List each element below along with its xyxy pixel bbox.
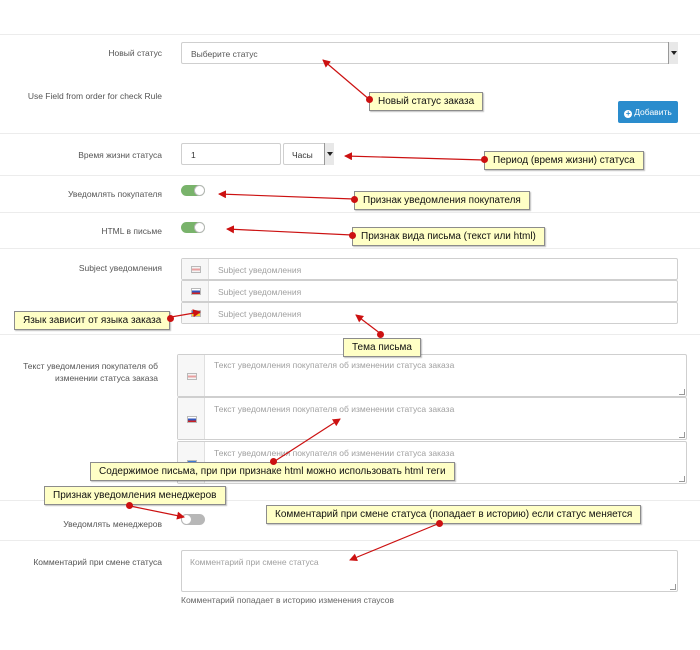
notify-text-placeholder: Текст уведомления покупателя об изменении статуса заказа <box>214 448 455 458</box>
new-status-label: Новый статус <box>108 48 162 58</box>
arrow-notify-customer <box>219 194 354 199</box>
note-dot <box>167 315 174 322</box>
subject-placeholder: Subject уведомления <box>218 265 302 275</box>
comment-help: Комментарий попадает в историю изменения стаусов <box>181 595 395 605</box>
subject-placeholder: Subject уведомления <box>218 309 302 319</box>
note-new-status: Новый статус заказа <box>369 92 483 111</box>
notify-customer-label: Уведомлять покупателя <box>67 189 162 199</box>
arrow-content <box>275 419 340 461</box>
subject-placeholder: Subject уведомления <box>218 287 302 297</box>
arrow-comment <box>350 523 440 560</box>
notify-text-placeholder: Текст уведомления покупателя об изменении статуса заказа <box>214 404 455 414</box>
note-dot <box>351 196 358 203</box>
note-dot <box>377 331 384 338</box>
notify-text-label-line2: изменении статуса заказа <box>54 373 158 383</box>
note-notify-managers: Признак уведомления менеджеров <box>44 486 226 505</box>
arrow-lifetime <box>345 156 484 160</box>
note-dot <box>436 520 443 527</box>
note-dot <box>366 96 373 103</box>
use-field-label: Use Field from order for check Rule <box>27 91 162 101</box>
note-dot <box>270 458 277 465</box>
arrow-notify-managers <box>130 506 184 517</box>
lifetime-unit-value: Часы <box>292 150 313 160</box>
subject-label: Subject уведомления <box>78 263 162 273</box>
add-button-label: Добавить <box>634 107 672 117</box>
comment-label: Комментарий при смене статуса <box>33 557 162 567</box>
lifetime-label: Время жизни статуса <box>78 150 162 160</box>
lifetime-value: 1 <box>191 150 196 160</box>
note-email-type: Признак вида письма (текст или html) <box>352 227 545 246</box>
arrow-new-status <box>323 60 370 100</box>
note-lifetime: Период (время жизни) статуса <box>484 151 644 170</box>
note-language: Язык зависит от языка заказа <box>14 311 170 330</box>
note-dot <box>481 156 488 163</box>
note-notify-customer: Признак уведомления покупателя <box>354 191 530 210</box>
note-content: Содержимое письма, при при признаке html можно использовать html теги <box>90 462 455 481</box>
arrow-language <box>171 312 200 317</box>
notify-text-label-line1: Текст уведомления покупателя об <box>23 361 158 371</box>
note-subject: Тема письма <box>343 338 421 357</box>
html-email-label: HTML в письме <box>101 226 162 236</box>
notify-text-placeholder: Текст уведомления покупателя об изменении статуса заказа <box>214 360 455 370</box>
notify-managers-label: Уведомлять менеджеров <box>63 519 162 529</box>
new-status-value: Выберите статус <box>191 49 258 59</box>
note-dot <box>126 502 133 509</box>
plus-icon: + <box>625 109 631 118</box>
note-dot <box>349 232 356 239</box>
note-comment: Комментарий при смене статуса (попадает в историю) если статус меняется <box>266 505 641 524</box>
comment-placeholder: Комментарий при смене статуса <box>190 557 319 567</box>
arrow-email-type <box>227 229 352 235</box>
